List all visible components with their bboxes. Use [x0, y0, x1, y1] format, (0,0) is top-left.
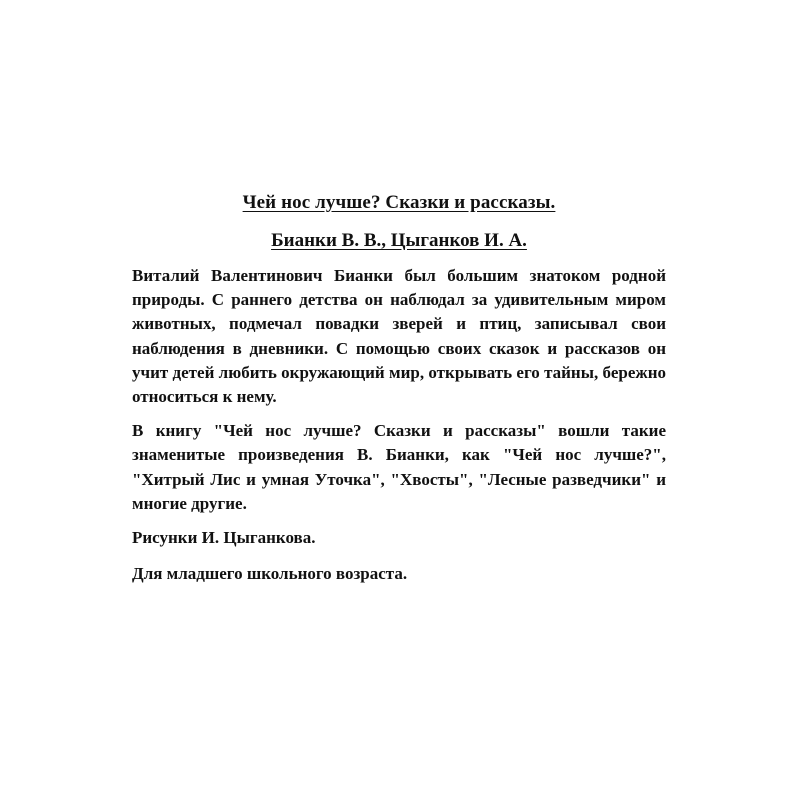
description-paragraph: Виталий Валентинович Бианки был большим знатоком родной природы. С раннего детства он наблюдал за удивительным миром животных, подмечал повадки зверей и птиц, записывал свои наблюдения в дневники. С помощью своих сказок и рассказов он учит детей любить окружающий мир, открывать его тайны, бережно относиться к нему. — [132, 266, 666, 407]
audience-note: Для младшего школьного возраста. — [132, 564, 408, 584]
book-authors: Бианки В. В., Цыганков И. А. — [271, 230, 527, 251]
book-description — [132, 190, 666, 598]
book-title: Чей нос лучше? Сказки и рассказы. — [242, 192, 556, 213]
illustrations-credit: Рисунки И. Цыганкова. — [132, 528, 316, 548]
contents-paragraph: В книгу "Чей нос лучше? Сказки и рассказы" вошли такие знаменитые произведения В. Бианки, как "Чей нос лучше?", "Хитрый Лис и умная Уточка", "Хвосты", "Лесные разведчики" и многие другие. — [132, 421, 666, 513]
